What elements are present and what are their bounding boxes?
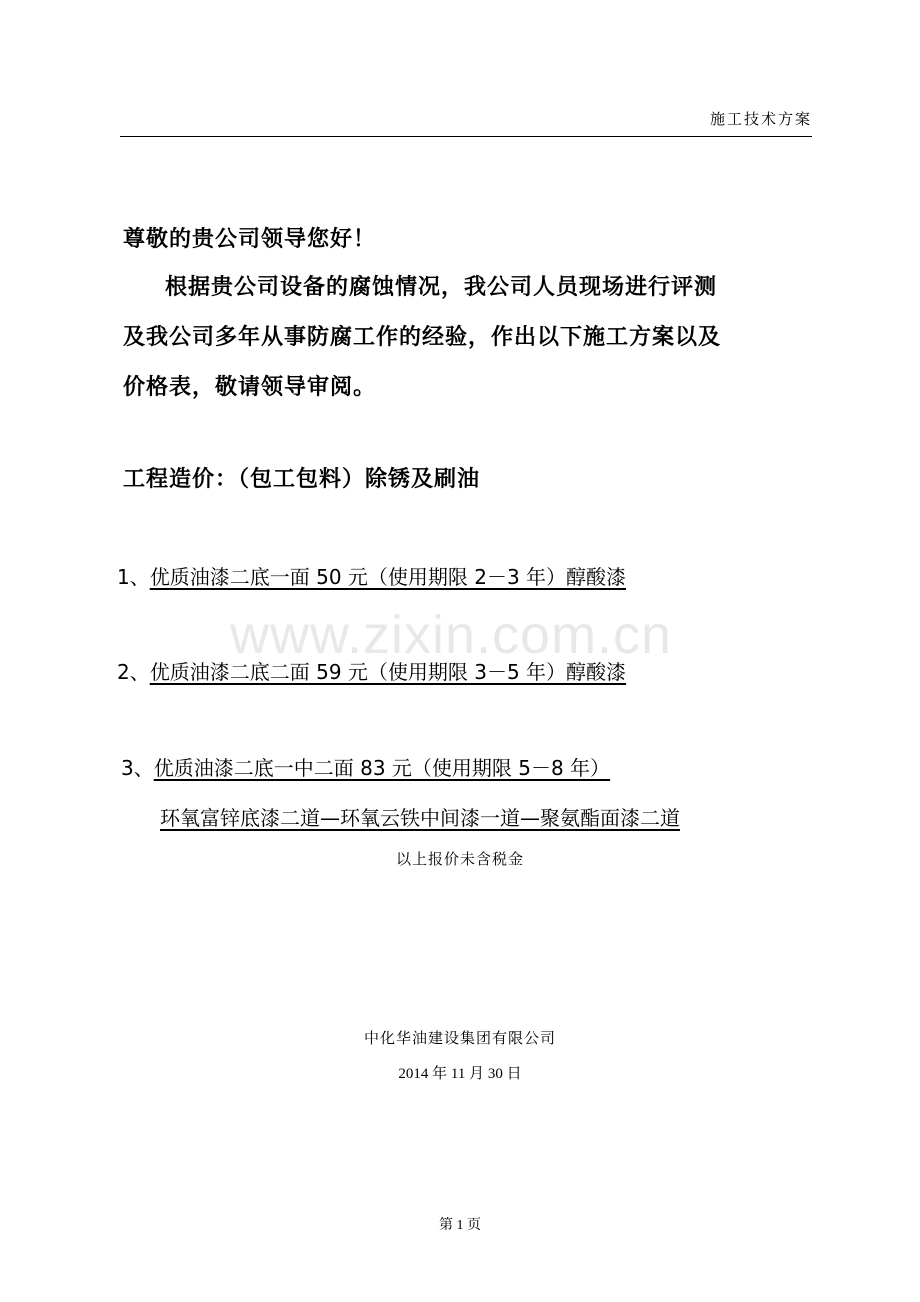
item-text: 优质油漆二底一面 50 元（使用期限 2－3 年）醇酸漆 xyxy=(149,565,627,589)
item-number: 3、 xyxy=(121,756,154,780)
tax-note: 以上报价未含税金 xyxy=(395,850,524,868)
cost-heading: 工程造价：（包工包料）除锈及刷油 xyxy=(123,467,481,492)
price-item-3 xyxy=(121,752,610,781)
paragraph-line-2: 及我公司多年从事防腐工作的经验，作出以下施工方案以及 xyxy=(123,325,722,350)
price-item-2 xyxy=(117,656,626,685)
item-text: 优质油漆二底二面 59 元（使用期限 3－5 年）醇酸漆 xyxy=(149,660,627,684)
header-title: 施工技术方案 xyxy=(709,110,812,128)
header-divider xyxy=(120,136,812,137)
company-name: 中化华油建设集团有限公司 xyxy=(363,1029,556,1047)
price-item-1 xyxy=(117,561,626,590)
paragraph-line-1: 根据贵公司设备的腐蚀情况，我公司人员现场进行评测 xyxy=(165,275,718,300)
document-date: 2014 年 11 月 30 日 xyxy=(398,1066,522,1082)
item-detail: 环氧富锌底漆二道—环氧云铁中间漆一道—聚氨酯面漆二道 xyxy=(160,806,680,830)
item-number: 1、 xyxy=(117,565,150,589)
paragraph-line-3: 价格表，敬请领导审阅。 xyxy=(123,375,377,400)
page-number: 第 1 页 xyxy=(439,1218,481,1233)
watermark: www.zixin.com.cn xyxy=(230,605,673,665)
item-text: 优质油漆二底一中二面 83 元（使用期限 5－8 年） xyxy=(153,756,611,780)
item-number: 2、 xyxy=(117,660,150,684)
price-item-3-detail xyxy=(160,802,680,831)
greeting: 尊敬的贵公司领导您好！ xyxy=(123,227,377,252)
